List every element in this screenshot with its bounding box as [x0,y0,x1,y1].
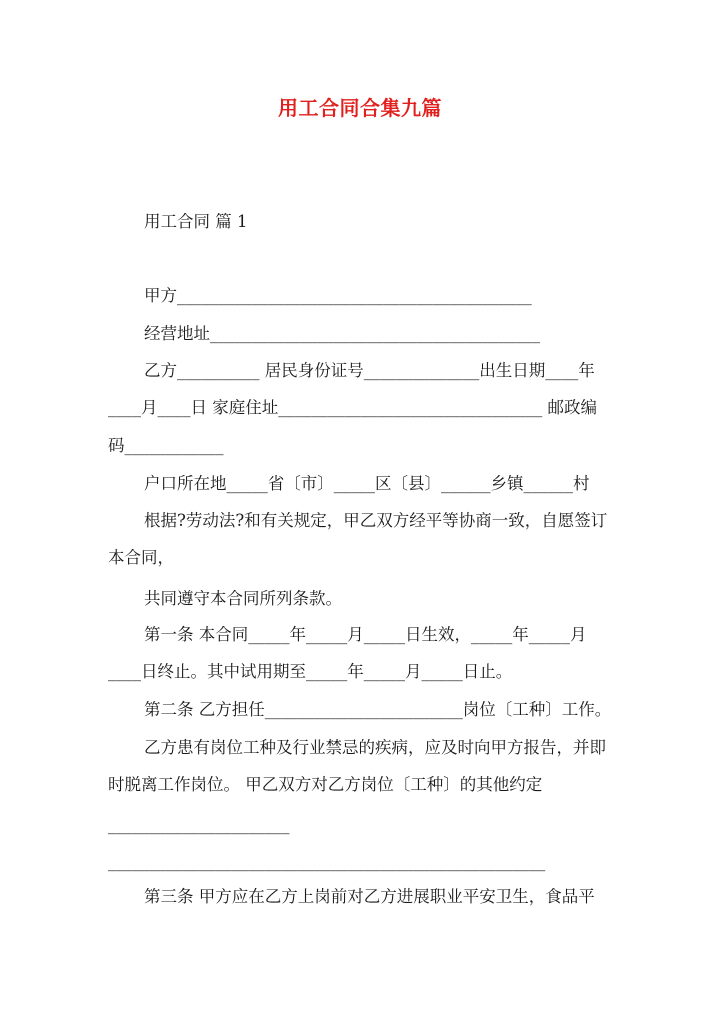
section-heading: 用工合同 篇 1 [144,212,248,231]
document-title: 用工合同合集九篇 [278,96,442,120]
blank-line-short: ______________________ [108,815,290,834]
blank-line-long: _____________________________________________________ [108,852,546,871]
article-2-line: 第二条 乙方担任________________________岗位〔工种〕工作。 [144,700,612,719]
legal-basis-line: 根据?劳动法?和有关规定，甲乙双方经平等协商一致，自愿签订 [144,511,608,530]
article-1-line: 第一条 本合同_____年_____月_____日生效，_____年_____月 [144,625,587,644]
article-2-disease-line: 乙方患有岗位工种及行业禁忌的疾病，应及时向甲方报告，并即 [144,738,606,757]
business-address-line: 经营地址________________________________________ [144,324,540,343]
contract-line: 本合同， [108,548,174,567]
party-b-line: 乙方__________ 居民身份证号______________出生日期____年 [144,361,595,380]
article-1-continued-line: ____日终止。其中试用期至_____年_____月_____日止。 [108,662,513,681]
article-3-line: 第三条 甲方应在乙方上岗前对乙方进展职业平安卫生，食品平 [144,887,595,906]
article-2-other-agreement-line: 时脱离工作岗位。 甲乙双方对乙方岗位〔工种〕的其他约定 [108,775,543,794]
party-a-line: 甲方___________________________________________ [144,286,532,305]
home-address-line: ____月____日 家庭住址________________________________ 邮政编 [108,398,597,417]
terms-line: 共同遵守本合同所列条款。 [144,589,342,608]
household-registration-line: 户口所在地_____省〔市〕_____区〔县〕______乡镇______村 [144,474,590,493]
postcode-line: 码____________ [108,436,224,455]
